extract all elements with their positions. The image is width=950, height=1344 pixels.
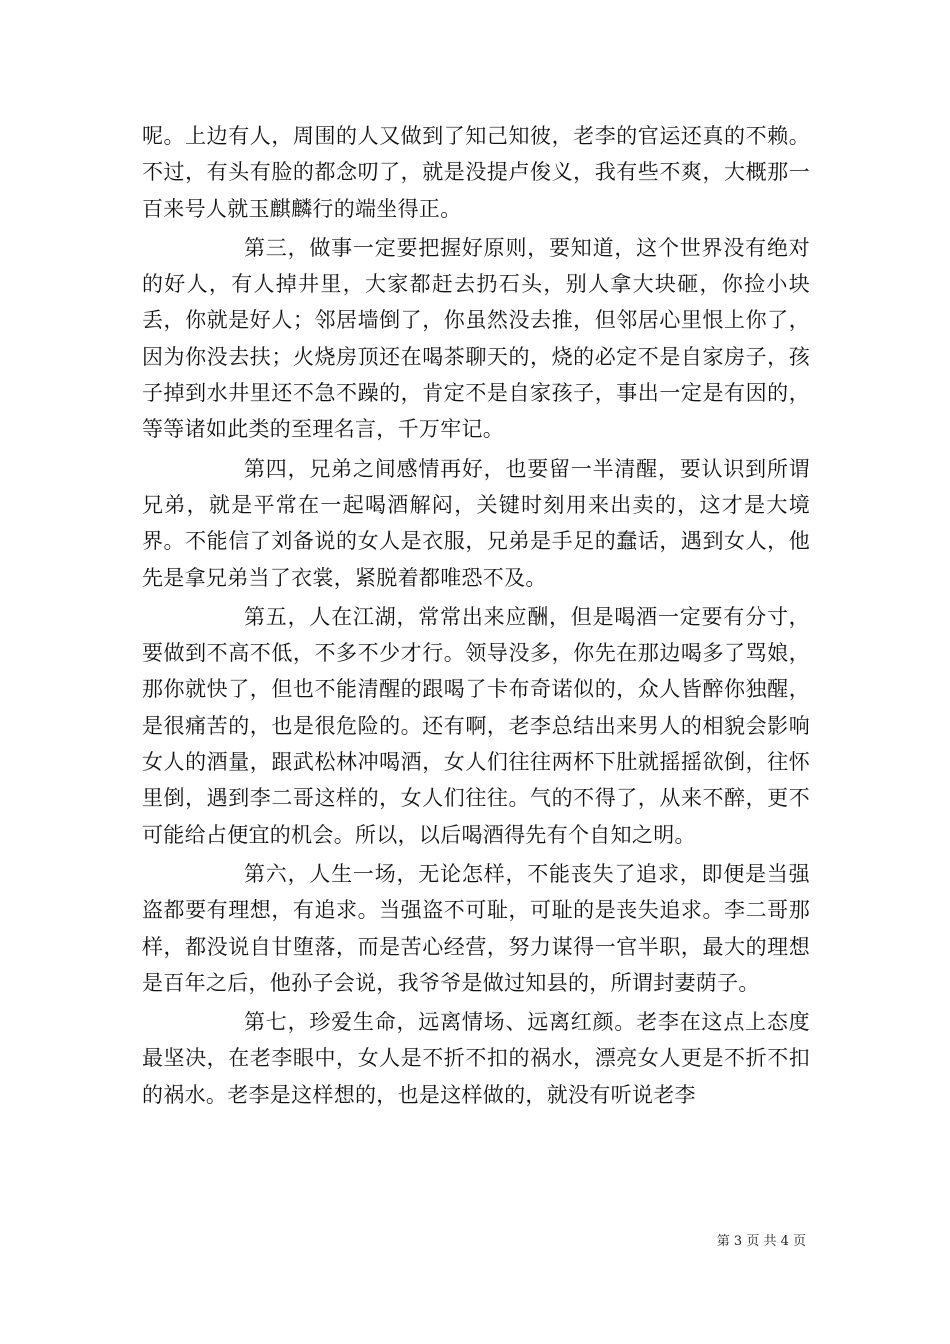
paragraph-point-three: 第三，做事一定要把握好原则，要知道，这个世界没有绝对的好人，有人掉井里，大家都赶去扔石头，别人拿大块砸，你捡小块丢，你就是好人；邻居墙倒了，你虽然没去推，但邻居心里恨上你了，因为你没去扶；火烧房顶还在喝茶聊天的，烧的必定不是自家房子，孩子掉到水井里还不急不躁的，肯定不是自家孩子，事出一定是有因的，等等诸如此类的至理名言，千万牢记。 [142, 235, 810, 442]
page-number-footer: 第 3 页 共 4 页 [716, 1234, 806, 1249]
paragraph-point-six: 第六，人生一场，无论怎样，不能丧失了追求，即便是当强盗都要有理想，有追求。当强盗不可耻，可耻的是丧失追求。李二哥那样，都没说自甘堕落，而是苦心经营，努力谋得一官半职，最大的理想是百年之后，他孙子会说，我爷爷是做过知县的，所谓封妻荫子。 [142, 861, 810, 995]
paragraph-continuation: 呢。上边有人，周围的人又做到了知己知彼，老李的官运还真的不赖。不过，有头有脸的都念叨了，就是没提卢俊义，我有些不爽，大概那一百来号人就玉麒麟行的端坐得正。 [142, 124, 810, 221]
paragraph-point-five: 第五，人在江湖，常常出来应酬，但是喝酒一定要有分寸，要做到不高不低，不多不少才行。领导没多，你先在那边喝多了骂娘，那你就快了，但也不能清醒的跟喝了卡布奇诺似的，众人皆醉你独醒，是很痛苦的，也是很危险的。还有啊，老李总结出来男人的相貌会影响女人的酒量，跟武松林冲喝酒，女人们往往两杯下肚就摇摇欲倒，往怀里倒，遇到李二哥这样的，女人们往往。气的不得了，从来不醉，更不可能给占便宜的机会。所以，以后喝酒得先有个自知之明。 [142, 604, 810, 847]
document-body [142, 118, 810, 1113]
paragraph-point-four: 第四，兄弟之间感情再好，也要留一半清醒，要认识到所谓兄弟，就是平常在一起喝酒解闷，关键时刻用来出卖的，这才是大境界。不能信了刘备说的女人是衣服，兄弟是手足的蠢话，遇到女人，他先是拿兄弟当了衣裳，紧脱着都唯恐不及。 [142, 456, 810, 590]
paragraph-point-seven: 第七，珍爱生命，远离情场、远离红颜。老李在这点上态度最坚决，在老李眼中，女人是不折不扣的祸水，漂亮女人更是不折不扣的祸水。老李是这样想的，也是这样做的，就没有听说老李 [142, 1010, 810, 1107]
